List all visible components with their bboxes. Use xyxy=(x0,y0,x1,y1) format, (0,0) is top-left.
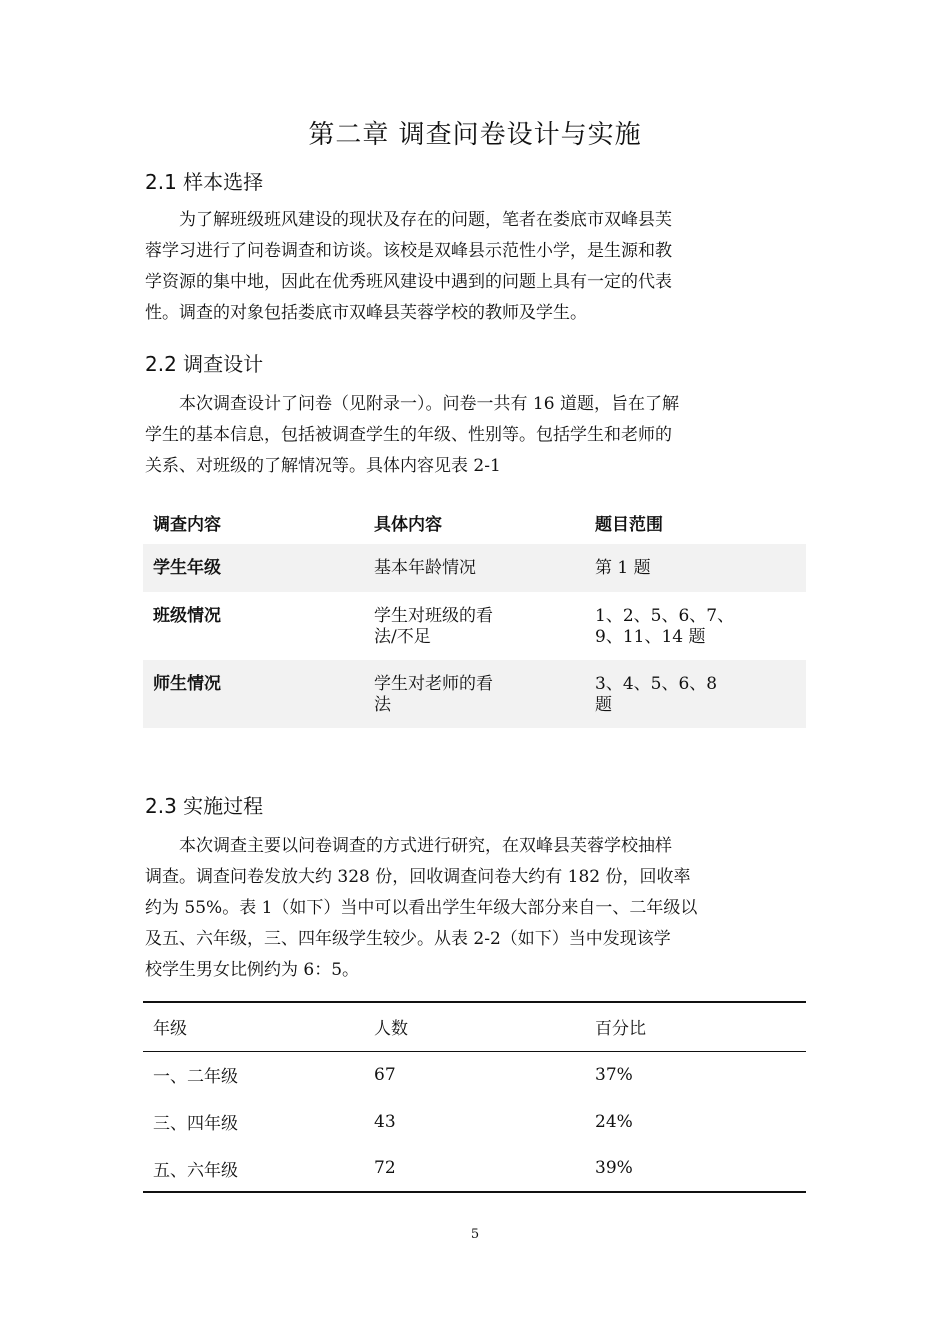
paragraph-line: 及五、六年级，三、四年级学生较少。从表 2-2（如下）当中发现该学 xyxy=(145,929,671,949)
table-cell: 一、二年级 xyxy=(153,1067,238,1088)
table-cell: 43 xyxy=(374,1111,396,1132)
paragraph-line: 关系、对班级的了解情况等。具体内容见表 2-1 xyxy=(145,456,501,476)
table-cell: 3、4、5、6、8 题 xyxy=(584,660,806,728)
chapter-title: 第二章 调查问卷设计与实施 xyxy=(308,120,642,150)
table-header-cell: 百分比 xyxy=(584,1002,806,1051)
section-heading-2-1: 2.1 样本选择 xyxy=(145,170,264,194)
table-row xyxy=(143,592,806,660)
table-row xyxy=(143,660,806,728)
paragraph-line: 本次调查主要以问卷调查的方式进行研究，在双峰县芙蓉学校抽样 xyxy=(179,836,672,856)
table-cell: 班级情况 xyxy=(153,606,221,626)
table-header-row xyxy=(143,1002,806,1051)
table-cell: 五、六年级 xyxy=(153,1160,238,1181)
table-cell: 三、四年级 xyxy=(153,1114,238,1134)
section-2-1-paragraph xyxy=(145,205,755,329)
section-2-2-paragraph xyxy=(145,389,755,482)
table-cell: 67 xyxy=(374,1064,396,1085)
table-row xyxy=(143,1051,806,1098)
table-cell: 24% xyxy=(595,1111,633,1132)
grade-distribution-table xyxy=(143,1001,806,1193)
paragraph-line: 性。调查的对象包括娄底市双峰县芙蓉学校的教师及学生。 xyxy=(145,303,587,323)
table-row xyxy=(143,1145,806,1192)
table-cell: 37% xyxy=(595,1064,633,1085)
table-header-cell: 题目范围 xyxy=(595,515,663,535)
paragraph-line: 本次调查设计了问卷（见附录一）。问卷一共有 16 道题，旨在了解 xyxy=(179,394,679,414)
table-header-cell: 具体内容 xyxy=(374,515,442,535)
section-heading-2-2: 2.2 调查设计 xyxy=(145,352,264,376)
table-cell: 39% xyxy=(595,1158,633,1178)
table-cell: 基本年龄情况 xyxy=(363,544,584,592)
paragraph-line: 为了解班级班风建设的现状及存在的问题，笔者在娄底市双峰县芙 xyxy=(179,210,672,230)
table-row xyxy=(143,544,806,592)
page-number: 5 xyxy=(470,1227,480,1242)
table-cell: 第 1 题 xyxy=(584,544,806,592)
table-header-row xyxy=(143,498,806,544)
section-heading-2-3: 2.3 实施过程 xyxy=(145,794,264,818)
table-row xyxy=(143,1098,806,1145)
paragraph-line: 校学生男女比例约为 6：5。 xyxy=(145,960,360,980)
paragraph-line: 学资源的集中地，因此在优秀班风建设中遇到的问题上具有一定的代表 xyxy=(145,272,672,292)
paragraph-line: 蓉学习进行了问卷调查和访谈。该校是双峰县示范性小学，是生源和教 xyxy=(145,241,672,261)
table-cell: 师生情况 xyxy=(143,660,363,728)
paragraph-line: 调查。调查问卷发放大约 328 份，回收调查问卷大约有 182 份，回收率 xyxy=(145,867,691,887)
table-cell: 72 xyxy=(374,1158,396,1178)
table-cell: 学生对班级的看 法/不足 xyxy=(374,606,493,647)
paragraph-line: 学生的基本信息，包括被调查学生的年级、性别等。包括学生和老师的 xyxy=(145,425,672,445)
table-header-cell: 年级 xyxy=(143,1002,363,1051)
section-2-3-paragraph xyxy=(145,831,755,986)
table-cell: 学生对老师的看 法 xyxy=(363,660,584,728)
table-cell: 1、2、5、6、7、 9、11、14 题 xyxy=(595,606,735,647)
table-cell: 学生年级 xyxy=(143,544,363,592)
paragraph-line: 约为 55%。表 1（如下）当中可以看出学生年级大部分来自一、二年级以 xyxy=(145,898,698,918)
table-header-cell: 人数 xyxy=(363,1002,584,1051)
table-header-cell: 调查内容 xyxy=(153,515,221,535)
survey-content-table xyxy=(143,498,806,728)
